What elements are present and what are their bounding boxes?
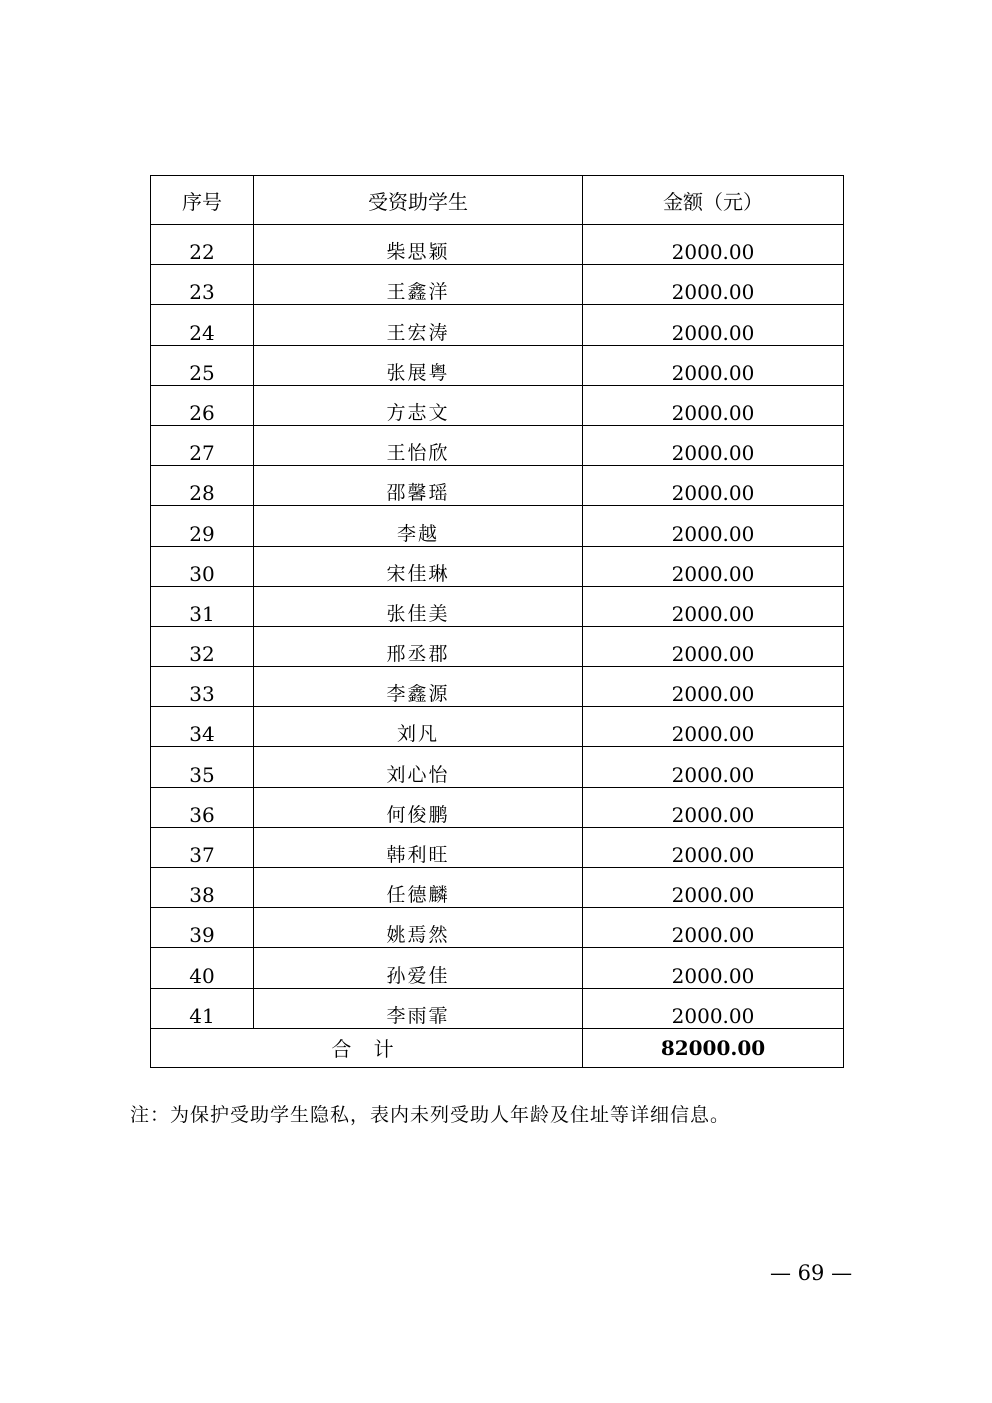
seq-cell: 35 xyxy=(151,747,254,787)
student-name-cell: 姚焉然 xyxy=(254,908,583,948)
amount-cell: 2000.00 xyxy=(583,667,844,707)
student-name-cell: 王宏涛 xyxy=(254,305,583,345)
table-row xyxy=(151,868,844,908)
table-row xyxy=(151,466,844,506)
amount-cell: 2000.00 xyxy=(583,908,844,948)
student-name-cell: 柴思颖 xyxy=(254,225,583,265)
funding-table xyxy=(150,175,844,1068)
amount-cell: 2000.00 xyxy=(583,425,844,465)
student-name-cell: 李鑫源 xyxy=(254,667,583,707)
student-name-cell: 刘心怡 xyxy=(254,747,583,787)
table-row xyxy=(151,626,844,666)
seq-cell: 40 xyxy=(151,948,254,988)
seq-cell: 32 xyxy=(151,626,254,666)
seq-cell: 33 xyxy=(151,667,254,707)
table-row xyxy=(151,707,844,747)
amount-cell: 2000.00 xyxy=(583,466,844,506)
page-number: — 69 — xyxy=(770,1261,853,1285)
table-row xyxy=(151,948,844,988)
amount-cell: 2000.00 xyxy=(583,787,844,827)
student-name-cell: 方志文 xyxy=(254,385,583,425)
seq-cell: 30 xyxy=(151,546,254,586)
seq-cell: 25 xyxy=(151,345,254,385)
seq-cell: 24 xyxy=(151,305,254,345)
amount-cell: 2000.00 xyxy=(583,265,844,305)
seq-cell: 37 xyxy=(151,827,254,867)
student-name-cell: 王怡欣 xyxy=(254,425,583,465)
total-row xyxy=(151,1028,844,1067)
amount-cell: 2000.00 xyxy=(583,225,844,265)
amount-cell: 2000.00 xyxy=(583,345,844,385)
table-body xyxy=(151,225,844,1029)
table-row xyxy=(151,305,844,345)
amount-cell: 2000.00 xyxy=(583,868,844,908)
total-amount: 82000.00 xyxy=(583,1028,844,1067)
student-name-cell: 王鑫洋 xyxy=(254,265,583,305)
amount-cell: 2000.00 xyxy=(583,385,844,425)
amount-cell: 2000.00 xyxy=(583,707,844,747)
header-amount: 金额（元） xyxy=(583,176,844,225)
amount-cell: 2000.00 xyxy=(583,546,844,586)
amount-cell: 2000.00 xyxy=(583,506,844,546)
table-row xyxy=(151,787,844,827)
amount-cell: 2000.00 xyxy=(583,305,844,345)
student-name-cell: 邢丞郡 xyxy=(254,626,583,666)
seq-cell: 31 xyxy=(151,586,254,626)
seq-cell: 34 xyxy=(151,707,254,747)
seq-cell: 28 xyxy=(151,466,254,506)
table-row xyxy=(151,425,844,465)
privacy-note: 注：为保护受助学生隐私，表内未列受助人年龄及住址等详细信息。 xyxy=(130,1104,731,1126)
total-label: 合 计 xyxy=(151,1028,583,1067)
table-row xyxy=(151,747,844,787)
table-row xyxy=(151,506,844,546)
table-row xyxy=(151,225,844,265)
header-student: 受资助学生 xyxy=(254,176,583,225)
student-name-cell: 任德麟 xyxy=(254,868,583,908)
amount-cell: 2000.00 xyxy=(583,626,844,666)
seq-cell: 27 xyxy=(151,425,254,465)
student-name-cell: 张佳美 xyxy=(254,586,583,626)
amount-cell: 2000.00 xyxy=(583,988,844,1028)
seq-cell: 36 xyxy=(151,787,254,827)
student-name-cell: 刘凡 xyxy=(254,707,583,747)
seq-cell: 29 xyxy=(151,506,254,546)
table-row xyxy=(151,546,844,586)
amount-cell: 2000.00 xyxy=(583,827,844,867)
seq-cell: 39 xyxy=(151,908,254,948)
student-name-cell: 李越 xyxy=(254,506,583,546)
table-row xyxy=(151,586,844,626)
amount-cell: 2000.00 xyxy=(583,586,844,626)
amount-cell: 2000.00 xyxy=(583,948,844,988)
amount-cell: 2000.00 xyxy=(583,747,844,787)
table-header-row xyxy=(151,176,844,225)
student-name-cell: 李雨霏 xyxy=(254,988,583,1028)
table-row xyxy=(151,827,844,867)
seq-cell: 26 xyxy=(151,385,254,425)
student-name-cell: 何俊鹏 xyxy=(254,787,583,827)
table-row xyxy=(151,265,844,305)
header-seq: 序号 xyxy=(151,176,254,225)
student-name-cell: 邵馨瑶 xyxy=(254,466,583,506)
table-row xyxy=(151,908,844,948)
student-name-cell: 宋佳琳 xyxy=(254,546,583,586)
table-row xyxy=(151,385,844,425)
table-row xyxy=(151,345,844,385)
student-name-cell: 孙爱佳 xyxy=(254,948,583,988)
seq-cell: 23 xyxy=(151,265,254,305)
seq-cell: 38 xyxy=(151,868,254,908)
seq-cell: 22 xyxy=(151,225,254,265)
seq-cell: 41 xyxy=(151,988,254,1028)
table-row xyxy=(151,988,844,1028)
student-name-cell: 张展粤 xyxy=(254,345,583,385)
table-row xyxy=(151,667,844,707)
student-name-cell: 韩利旺 xyxy=(254,827,583,867)
